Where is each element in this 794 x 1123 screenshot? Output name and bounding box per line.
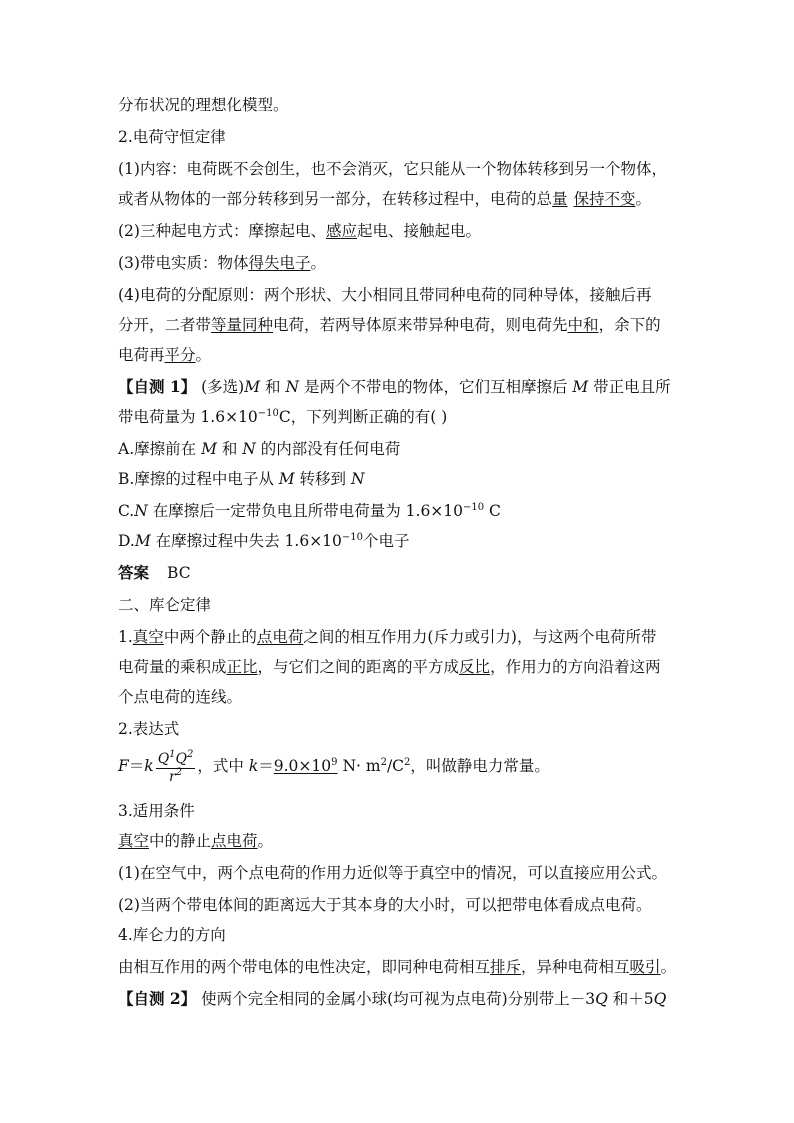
text: 3.适用条件 [118,802,195,820]
option-c [118,500,501,522]
self-test-label: 【自测 1】 [118,377,197,396]
math-var: Q [175,750,188,767]
heading-expression [118,718,179,740]
text: 。 [195,346,212,364]
text: C. [118,502,135,520]
exponent: 2 [380,757,387,768]
exponent: −10 [463,502,485,513]
text: ，式中 [197,757,249,775]
exponent: 2 [187,748,194,760]
text: 的内部没有任何电荷 [255,440,401,458]
text: ，叫做静电力常量。 [410,757,550,775]
self-test-2-line-1 [118,988,666,1010]
text: 之间的相互作用力(斥力或引力)，与这两个电荷所带 [303,628,657,646]
text: (多选) [196,378,245,396]
text: C [484,502,501,520]
text: ＝ [128,757,145,775]
underlined-term: 中和 [567,316,599,334]
coulomb-formula-line [118,748,550,785]
exponent: 2 [175,766,183,778]
exponent: −10 [341,532,364,543]
text: (3)带电实质：物体 [118,254,249,272]
math-var: M [201,440,217,458]
para-line-1 [118,94,289,116]
text: 或者从物体的一部分转移到另一部分，在转移过程中，电荷的总 [118,190,553,208]
text: 中的静止 [149,832,212,850]
text: /C [386,757,405,775]
text: ，余下的 [598,316,661,334]
para-line-7 [118,284,651,306]
text: 带电荷量为 1.6×10 [118,408,258,426]
text: 。 [257,832,274,850]
math-var: M [278,470,295,488]
math-var: F [118,757,129,775]
para-line-9 [118,344,211,366]
para-line-6 [118,252,326,274]
para-line-25 [118,862,667,884]
math-var: N [350,470,365,488]
text: 个电子 [363,532,410,550]
underlined-term: 排斥 [490,958,522,976]
text: B.摩擦的过程中电子从 [118,470,279,488]
text: 是两个不带电的物体，它们互相摩擦后 [299,378,573,396]
option-d [118,530,410,552]
text: ，异种电荷相互 [521,958,630,976]
text: 转移到 [294,470,351,488]
text: ，作用力的方向沿着这两 [490,658,661,676]
math-var: r [169,768,176,785]
option-b [118,468,365,490]
text: 1. [118,628,133,646]
text: 分布状况的理想化模型。 [118,96,289,114]
text: (1)在空气中，两个点电荷的作用力近似等于真空中的情况，可以直接应用公式。 [118,864,667,882]
para-line-4 [118,188,651,210]
text: 在摩擦过程中失去 1.6×10 [150,532,342,550]
option-a [118,438,400,460]
math-var: M [244,378,261,396]
text: 和 [260,378,286,396]
text: (2)当两个带电体间的距离远大于其本身的大小时，可以把带电体看成点电荷。 [118,896,652,914]
underlined-term: 点电荷 [211,832,258,850]
text: 个点电荷的连线。 [118,688,243,706]
para-line-24 [118,830,273,852]
fraction-denominator [156,766,196,785]
text: 9.0×10 [273,757,332,775]
math-var: Q [653,990,667,1008]
para-line-3 [118,158,667,180]
underlined-term: 量 [552,190,568,208]
text: 电荷再 [118,346,165,364]
para-line-18 [118,626,656,648]
exponent: 2 [404,757,411,768]
para-line-26 [118,894,651,916]
heading-conditions [118,800,195,822]
text: 和 [216,440,243,458]
text: 由相互作用的两个带电体的电性决定，即同种电荷相互 [118,958,491,976]
underlined-term: 平分 [164,346,196,364]
text: 起电、接触起电。 [356,222,481,240]
underlined-term: 真空 [118,832,150,850]
math-var: N [134,502,148,520]
exponent: 1 [169,748,176,760]
math-var: M [572,378,589,396]
underlined-term: 吸引 [629,958,661,976]
text: (1)内容：电荷既不会创生，也不会消灭，它只能从一个物体转移到另一个物体， [118,160,667,178]
text: 2.表达式 [118,720,180,738]
math-var: k [144,757,154,775]
underlined-term: 点电荷 [256,628,304,646]
text: 使两个完全相同的金属小球(均可视为点电荷)分别带上－3 [196,990,596,1008]
text: 。 [635,190,652,208]
exponent: 9 [331,757,338,768]
section-heading-coulomb-law [118,594,211,616]
heading-charge-conservation [118,126,226,148]
para-line-19 [118,656,661,678]
para-line-28 [118,956,676,978]
text: 。 [660,958,677,976]
text: 。 [310,254,326,272]
text: 电荷量的乘积成 [118,658,227,676]
text: 和＋5 [607,990,654,1008]
heading-force-direction [118,924,226,946]
exponent: −10 [257,408,279,419]
underlined-term: 保持不变 [573,190,636,208]
text: A.摩擦前在 [118,440,202,458]
text: 分开，二者带 [118,316,212,334]
underlined-term: 真空 [132,628,164,646]
answer-line [118,562,191,584]
text: C，下列判断正确的有( ) [278,408,448,426]
text: 4.库仑力的方向 [118,926,226,944]
para-line-8 [118,314,661,336]
para-line-20 [118,686,242,708]
para-line-5 [118,220,481,242]
math-var: N [285,378,300,396]
text: (2)三种起电方式：摩擦起电、 [118,222,326,240]
text: 在摩擦后一定带负电且所带电荷量为 1.6×10 [147,502,464,520]
text: N· m [337,757,381,775]
underlined-term: 得失电子 [248,254,311,272]
text: D. [118,532,135,550]
text: ，与它们之间的距离的平方成 [257,658,460,676]
math-var: M [134,532,151,550]
underlined-constant [274,757,338,775]
text: 二、库仑定律 [118,596,212,614]
text: 中两个静止的 [163,628,257,646]
math-var: N [242,440,256,458]
text: 2.电荷守恒定律 [118,128,226,146]
underlined-term: 感应 [325,222,357,240]
text: 带正电且所 [588,378,671,396]
self-test-1-line-2 [118,406,447,428]
answer-label: 答案 [118,563,150,582]
text: 电荷，若两导体原来带异种电荷，则电荷先 [273,316,568,334]
text: (4)电荷的分配原则：两个形状、大小相同且带同种电荷的同种导体，接触后再 [118,286,652,304]
math-var: Q [595,990,608,1008]
self-test-label: 【自测 2】 [118,989,197,1008]
self-test-1-line-1 [118,376,671,398]
formula-fraction [156,750,196,785]
underlined-term: 反比 [459,658,491,676]
underlined-term: 等量同种 [211,316,274,334]
answer-value: BC [167,564,191,582]
text: ＝ [258,757,274,775]
math-var: k [248,757,259,775]
underlined-term: 正比 [226,658,258,676]
math-var: Q [157,750,170,767]
